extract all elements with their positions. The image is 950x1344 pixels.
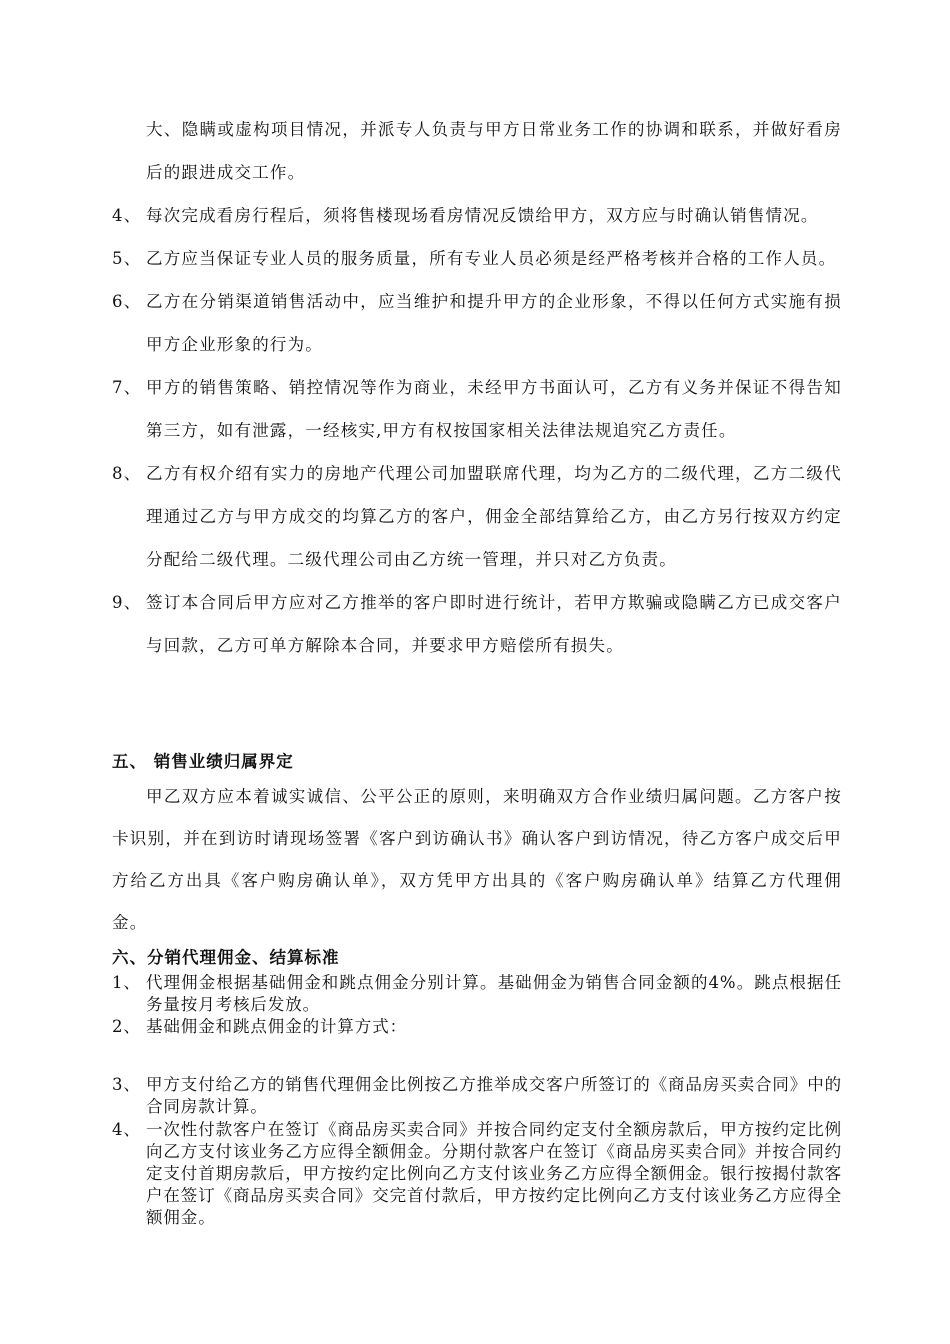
item-text: 签订本合同后甲方应对乙方推举的客户即时进行统计，若甲方欺骗或隐瞒乙方已成交客户与回款，乙方可单方解除本合同，并要求甲方赔偿所有损失。 — [146, 593, 842, 655]
list-item — [112, 108, 842, 194]
item-text: 乙方在分销渠道销售活动中，应当维护和提升甲方的企业形象，不得以任何方式实施有损甲方企业形象的行为。 — [146, 292, 842, 354]
item-number: 2、 — [112, 1017, 141, 1036]
section-heading: 六、分销代理佣金、结算标准 — [112, 948, 340, 967]
list-item — [112, 1016, 842, 1038]
list-item — [112, 237, 842, 280]
commission-list-a — [112, 972, 842, 1038]
item-text: 甲方的销售策略、销控情况等作为商业，未经甲方书面认可，乙方有义务并保证不得告知第三方，如有泄露，一经核实,甲方有权按国家相关法律法规追究乙方责任。 — [146, 378, 842, 440]
continuation-block — [112, 108, 842, 194]
section-paragraph: 甲乙双方应本着诚实诚信、公平公正的原则，来明确双方合作业绩归属问题。乙方客户按卡识别，并在到访时请现场签署《客户到访确认书》确认客户到访情况，待乙方客户成交后甲方给乙方出具《客户购房确认单》，双方凭甲方出具的《客户购房确认单》结算乙方代理佣金。 — [112, 787, 842, 932]
item-number: 6、 — [112, 292, 142, 311]
item-text: 乙方应当保证专业人员的服务质量，所有专业人员必须是经严格考核并合格的工作人员。 — [146, 249, 837, 268]
item-number: 1、 — [112, 973, 141, 992]
item-text: 每次完成看房行程后，须将售楼现场看房情况反馈给甲方，双方应与时确认销售情况。 — [146, 206, 819, 225]
commission-list-b — [112, 1074, 842, 1229]
item-text: 一次性付款客户在签订《商品房买卖合同》并按合同约定支付全额房款后，甲方按约定比例向乙方支付该业务乙方应得全额佣金。分期付款客户在签订《商品房买卖合同》并按合同约定支付首期房款后，甲方按约定比例向乙方支付该业务乙方应得全额佣金。银行按揭付款客户在签订《商品房买卖合同》交完首付款后，甲方按约定比例向乙方支付该业务乙方应得全额佣金。 — [146, 1120, 842, 1227]
section-heading: 五、 销售业绩归属界定 — [112, 752, 294, 771]
list-item — [112, 452, 842, 581]
item-number: 4、 — [112, 1120, 141, 1139]
item-number: 9、 — [112, 593, 142, 612]
list-item — [112, 1074, 842, 1118]
item-text: 大、隐瞒或虚构项目情况，并派专人负责与甲方日常业务工作的协调和联系，并做好看房后的跟进成交工作。 — [146, 120, 842, 182]
item-text: 甲方支付给乙方的销售代理佣金比例按乙方推举成交客户所签订的《商品房买卖合同》中的合同房款计算。 — [146, 1075, 842, 1116]
obligations-list — [112, 194, 842, 667]
list-item — [112, 280, 842, 366]
item-number: 7、 — [112, 378, 142, 397]
list-item — [112, 972, 842, 1016]
item-text: 代理佣金根据基础佣金和跳点佣金分别计算。基础佣金为销售合同金额的4%。跳点根据任务量按月考核后发放。 — [146, 973, 842, 1014]
list-item — [112, 1119, 842, 1229]
item-number: 5、 — [112, 249, 142, 268]
list-item — [112, 366, 842, 452]
item-number: 8、 — [112, 464, 142, 483]
item-text: 乙方有权介绍有实力的房地产代理公司加盟联席代理，均为乙方的二级代理，乙方二级代理通过乙方与甲方成交的均算乙方的客户，佣金全部结算给乙方，由乙方另行按双方约定分配给二级代理。二级代理公司由乙方统一管理，并只对乙方负责。 — [146, 464, 842, 569]
list-item — [112, 581, 842, 667]
item-text: 基础佣金和跳点佣金的计算方式： — [146, 1017, 407, 1036]
item-number: 3、 — [112, 1075, 141, 1094]
item-number: 4、 — [112, 206, 142, 225]
list-item — [112, 194, 842, 237]
